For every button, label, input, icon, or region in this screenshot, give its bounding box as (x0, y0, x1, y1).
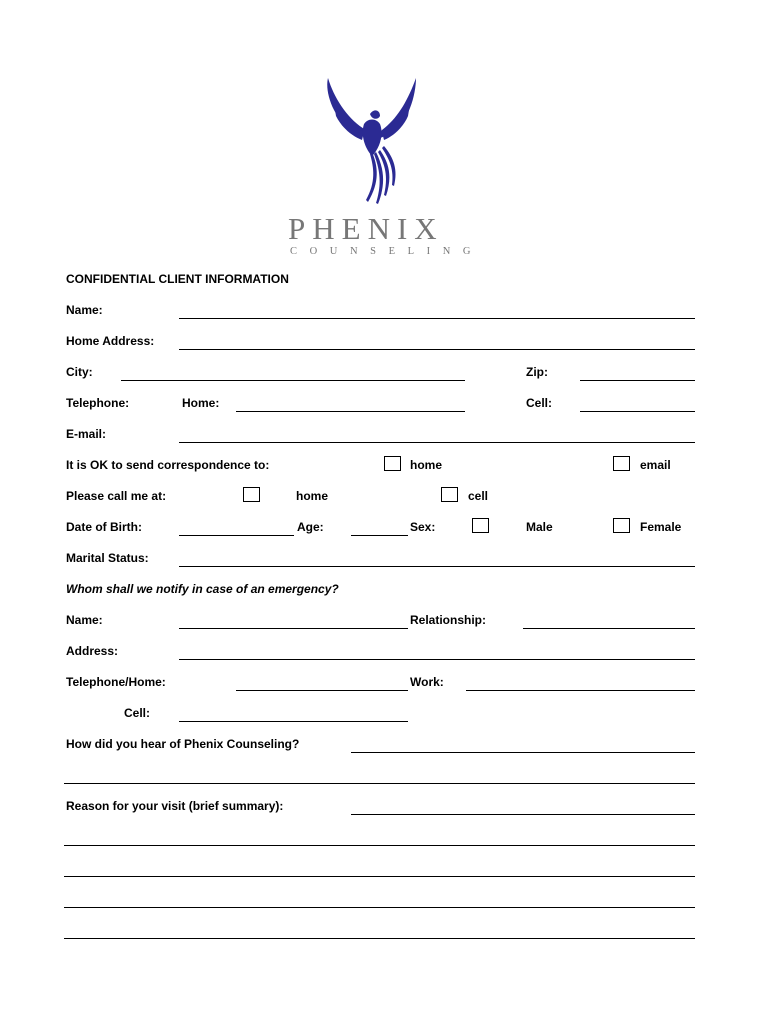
heard-field-continued[interactable] (64, 783, 695, 784)
emergency-address-field[interactable] (179, 659, 695, 660)
home-address-label: Home Address: (66, 334, 155, 348)
home-phone-label: Home: (182, 396, 220, 410)
email-field[interactable] (179, 442, 695, 443)
emergency-work-label: Work: (410, 675, 444, 689)
relationship-label: Relationship: (410, 613, 487, 627)
heard-label: How did you hear of Phenix Counseling? (66, 737, 300, 751)
reason-line-5[interactable] (64, 938, 695, 939)
call-label: Please call me at: (66, 489, 167, 503)
emergency-telephone-home-field[interactable] (236, 690, 408, 691)
emergency-work-field[interactable] (466, 690, 695, 691)
sex-male-checkbox[interactable] (472, 518, 489, 533)
sex-female-checkbox[interactable] (613, 518, 630, 533)
city-field[interactable] (121, 380, 465, 381)
city-label: City: (66, 365, 93, 379)
sex-male-label: Male (526, 520, 553, 534)
home-phone-field[interactable] (236, 411, 465, 412)
reason-line-3[interactable] (64, 876, 695, 877)
sex-label: Sex: (410, 520, 436, 534)
emergency-name-field[interactable] (179, 628, 408, 629)
relationship-field[interactable] (523, 628, 695, 629)
call-cell-checkbox[interactable] (441, 487, 458, 502)
age-field[interactable] (351, 535, 408, 536)
reason-line-2[interactable] (64, 845, 695, 846)
cell-phone-label: Cell: (526, 396, 553, 410)
age-label: Age: (297, 520, 324, 534)
form-title: CONFIDENTIAL CLIENT INFORMATION (66, 272, 289, 286)
logo (0, 0, 770, 270)
name-field[interactable] (179, 318, 695, 319)
reason-line-4[interactable] (64, 907, 695, 908)
correspondence-email-label: email (640, 458, 671, 472)
call-cell-label: cell (468, 489, 489, 503)
reason-label: Reason for your visit (brief summary): (66, 799, 284, 813)
zip-field[interactable] (580, 380, 695, 381)
correspondence-home-checkbox[interactable] (384, 456, 401, 471)
emergency-name-label: Name: (66, 613, 103, 627)
emergency-address-label: Address: (66, 644, 119, 658)
brand-name: PHENIX (288, 211, 444, 246)
call-home-checkbox[interactable] (243, 487, 260, 502)
marital-status-field[interactable] (179, 566, 695, 567)
cell-phone-field[interactable] (580, 411, 695, 412)
sex-female-label: Female (640, 520, 682, 534)
emergency-telephone-home-label: Telephone/Home: (66, 675, 166, 689)
zip-label: Zip: (526, 365, 548, 379)
emergency-heading: Whom shall we notify in case of an emergency? (66, 582, 339, 596)
telephone-label: Telephone: (66, 396, 130, 410)
heard-field[interactable] (351, 752, 695, 753)
emergency-cell-field[interactable] (179, 721, 408, 722)
phoenix-bird-icon (322, 74, 422, 209)
reason-field[interactable] (351, 814, 695, 815)
emergency-cell-label: Cell: (124, 706, 151, 720)
email-label: E-mail: (66, 427, 107, 441)
correspondence-home-label: home (410, 458, 443, 472)
dob-field[interactable] (179, 535, 294, 536)
home-address-field[interactable] (179, 349, 695, 350)
correspondence-label: It is OK to send correspondence to: (66, 458, 270, 472)
brand-subtitle: COUNSELING (290, 246, 484, 257)
marital-status-label: Marital Status: (66, 551, 149, 565)
correspondence-email-checkbox[interactable] (613, 456, 630, 471)
call-home-label: home (296, 489, 329, 503)
name-label: Name: (66, 303, 103, 317)
dob-label: Date of Birth: (66, 520, 142, 534)
